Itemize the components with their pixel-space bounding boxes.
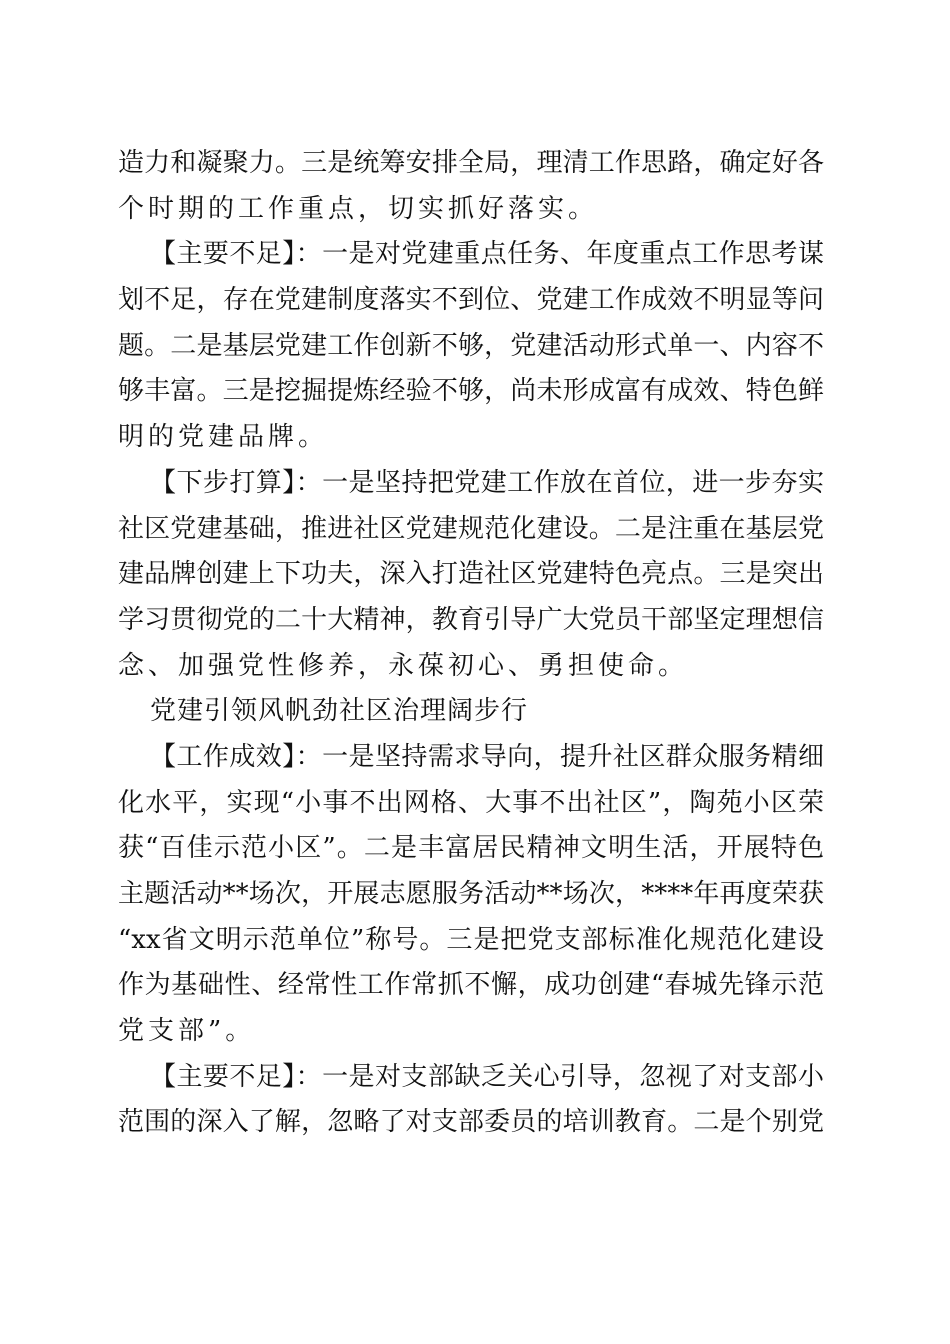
text-line: 化水平，实现“小事不出网格、大事不出社区”，陶苑小区荣 — [118, 787, 824, 818]
text-line: 明的党建品牌。 — [118, 422, 329, 453]
text-line: 个时期的工作重点，切实抓好落实。 — [118, 193, 599, 224]
text-line: 主题活动**场次，开展志愿服务活动**场次，****年再度荣获 — [118, 879, 824, 909]
paragraph — [118, 232, 824, 460]
text-line: 社区党建基础，推进社区党建规范化建设。二是注重在基层党 — [118, 513, 824, 544]
text-line: 造力和凝聚力。三是统筹安排全局，理清工作思路，确定好各 — [118, 148, 824, 178]
paragraph — [118, 141, 824, 232]
text-line: 【工作成效】：一是坚持需求导向，提升社区群众服务精细 — [150, 741, 824, 772]
text-line: 【下步打算】：一是坚持把党建工作放在首位，进一步夯实 — [150, 467, 824, 498]
text-line: 党建引领风帆劲社区治理阔步行 — [150, 696, 529, 727]
text-line: 题。二是基层党建工作创新不够，党建活动形式单一、内容不 — [118, 330, 824, 361]
paragraph — [118, 1055, 824, 1146]
document-page — [118, 141, 824, 1146]
paragraph — [118, 461, 824, 689]
paragraph — [118, 735, 824, 1055]
text-line: 范围的深入了解，忽略了对支部委员的培训教育。二是个别党 — [118, 1107, 824, 1138]
text-line: 学习贯彻党的二十大精神，教育引导广大党员干部坚定理想信 — [118, 604, 824, 635]
text-line: 建品牌创建上下功夫，深入打造社区党建特色亮点。三是突出 — [118, 559, 824, 590]
text-line: 党支部”。 — [118, 1016, 256, 1047]
section-heading — [118, 689, 824, 735]
text-line: 念、加强党性修养，永葆初心、勇担使命。 — [118, 650, 689, 681]
text-line: 划不足，存在党建制度落实不到位、党建工作成效不明显等问 — [118, 285, 824, 316]
text-line: “xx省文明示范单位”称号。三是把党支部标准化规范化建设 — [118, 924, 824, 955]
text-line: 【主要不足】：一是对党建重点任务、年度重点工作思考谋 — [150, 239, 824, 270]
text-line: 作为基础性、经常性工作常抓不懈，成功创建“春城先锋示范 — [118, 970, 824, 1001]
text-line: 获“百佳示范小区”。二是丰富居民精神文明生活，开展特色 — [118, 833, 824, 864]
text-line: 够丰富。三是挖掘提炼经验不够，尚未形成富有成效、特色鲜 — [118, 376, 824, 407]
text-line: 【主要不足】：一是对支部缺乏关心引导，忽视了对支部小 — [150, 1061, 824, 1092]
